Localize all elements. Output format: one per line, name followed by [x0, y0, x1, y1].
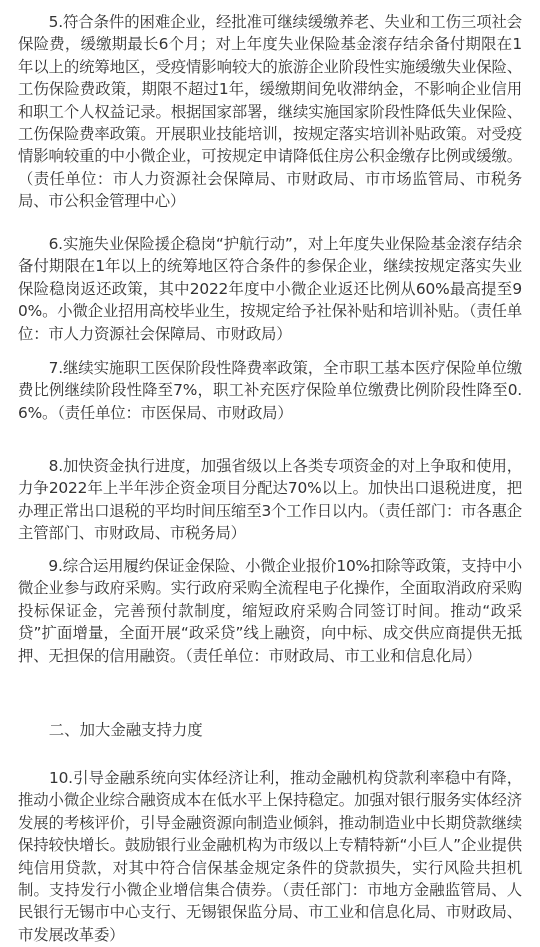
paragraph-item-8: 8.加快资金执行进度，加强省级以上各类专项资金的对上争取和使用，力争2022年上半年涉企资金项目分配达70%以上。加快出口退税进度，把办理正常出口退税的平均时间压缩至3个工作日以内。（责任部门：市各惠企主管部门、市财政局、市税务局）	[18, 457, 522, 543]
paragraph-item-7: 7.继续实施职工医保阶段性降费率政策，全市职工基本医疗保险单位缴费比例继续阶段性降至7%，职工补充医疗保险单位缴费比例阶段性降至0.6%。（责任单位：市医保局、市财政局）	[18, 359, 522, 422]
paragraph-item-9: 9.综合运用履约保证金保险、小微企业报价10%扣除等政策，支持中小微企业参与政府采购。实行政府采购全流程电子化操作，全面取消政府采购投标保证金，完善预付款制度，缩短政府采购合同签订时间。推动“政采贷”扩面增量，全面开展“政采贷”线上融资，向中标、成交供应商提供无抵押、无担保的信用融资。（责任单位：市财政局、市工业和信息化局）	[18, 557, 522, 665]
paragraph-item-10: 10.引导金融系统向实体经济让利，推动金融机构贷款利率稳中有降，推动小微企业综合融资成本在低水平上保持稳定。加强对银行服务实体经济发展的考核评价，引导金融资源向制造业倾斜，推动制造业中长期贷款继续保持较快增长。鼓励银行业金融机构为市级以上专精特新“小巨人”企业提供纯信用贷款，对其中符合信保基金规定条件的贷款损失，实行风险共担机制。支持发行小微企业增信集合债券。（责任部门：市地方金融监管局、人民银行无锡市中心支行、无锡银保监分局、市工业和信息化局、市财政局、市发展改革委）	[18, 769, 522, 944]
paragraph-item-5: 5.符合条件的困难企业，经批准可继续缓缴养老、失业和工伤三项社会保险费，缓缴期最长6个月；对上年度失业保险基金滚存结余备付期限在1年以上的统筹地区，受疫情影响较大的旅游企业阶段性实施缓缴失业保险、工伤保险费政策，期限不超过1年，缓缴期间免收滞纳金，不影响企业信用和职工个人权益记录。根据国家部署，继续实施国家阶段性降低失业保险、工伤保险费率政策。开展职业技能培训，按规定落实培训补贴政策。对受疫情影响较重的中小微企业，可按规定申请降低住房公积金缴存比例或缓缴。（责任单位：市人力资源社会保障局、市财政局、市市场监管局、市税务局、市公积金管理中心）	[18, 13, 522, 211]
paragraph-item-6: 6.实施失业保险援企稳岗“护航行动”，对上年度失业保险基金滚存结余备付期限在1年以上的统筹地区符合条件的参保企业，继续按规定落实失业保险稳岗返还政策，其中2022年度中小微企业返还比例从60%最高提至90%。小微企业招用高校毕业生，按规定给予社保补贴和培训补贴。（责任单位：市人力资源社会保障局、市财政局）	[18, 235, 522, 343]
section-heading-2: 二、加大金融支持力度	[18, 721, 203, 739]
